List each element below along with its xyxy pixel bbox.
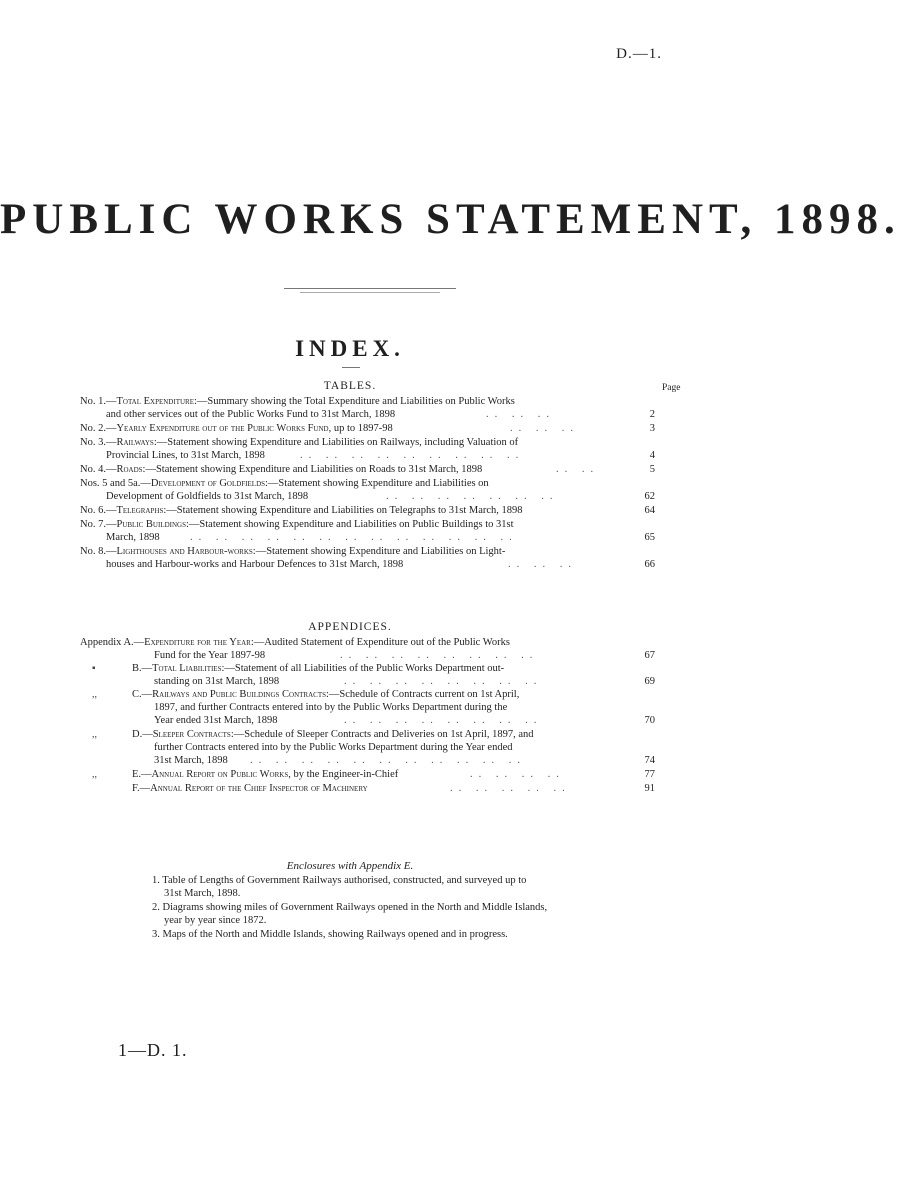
- page-number: 74: [644, 755, 655, 766]
- appendices-heading: APPENDICES.: [308, 621, 392, 633]
- page-number: 2: [649, 409, 655, 420]
- page-number: 5: [649, 464, 655, 475]
- page-number: 64: [644, 505, 655, 516]
- page-number: 66: [644, 559, 655, 570]
- tables-heading: TABLES.: [323, 380, 377, 392]
- document-title: PUBLIC WORKS STATEMENT, 1898.: [0, 196, 901, 243]
- page-number: 77: [644, 769, 655, 780]
- index-divider: [342, 367, 360, 368]
- page-number: 62: [644, 491, 655, 502]
- enclosure-item-1: 1. Table of Lengths of Government Railways authorised, constructed, and surveyed up to 31st March, 1898.: [152, 875, 527, 899]
- page-number: 69: [644, 676, 655, 687]
- page-number: 3: [649, 423, 655, 434]
- title-divider: [284, 288, 456, 289]
- enclosures-heading: Enclosures with Appendix E.: [286, 860, 414, 872]
- page-reference: D.—1.: [616, 46, 662, 62]
- page-number: 67: [644, 650, 655, 661]
- title-divider-secondary: [300, 292, 440, 293]
- page-number: 91: [644, 783, 655, 794]
- enclosure-item-3: 3. Maps of the North and Middle Islands, showing Railways opened and in progress.: [152, 929, 508, 940]
- footer-signature: 1—D. 1.: [118, 1040, 188, 1060]
- page-column-label: Page: [662, 383, 681, 393]
- page-number: 4: [649, 450, 655, 461]
- index-heading: INDEX.: [295, 336, 405, 361]
- page-number: 65: [644, 532, 655, 543]
- enclosure-item-2: 2. Diagrams showing miles of Government Railways opened in the North and Middle Islands, year by year since 1872.: [152, 902, 548, 926]
- page-number: 70: [644, 715, 655, 726]
